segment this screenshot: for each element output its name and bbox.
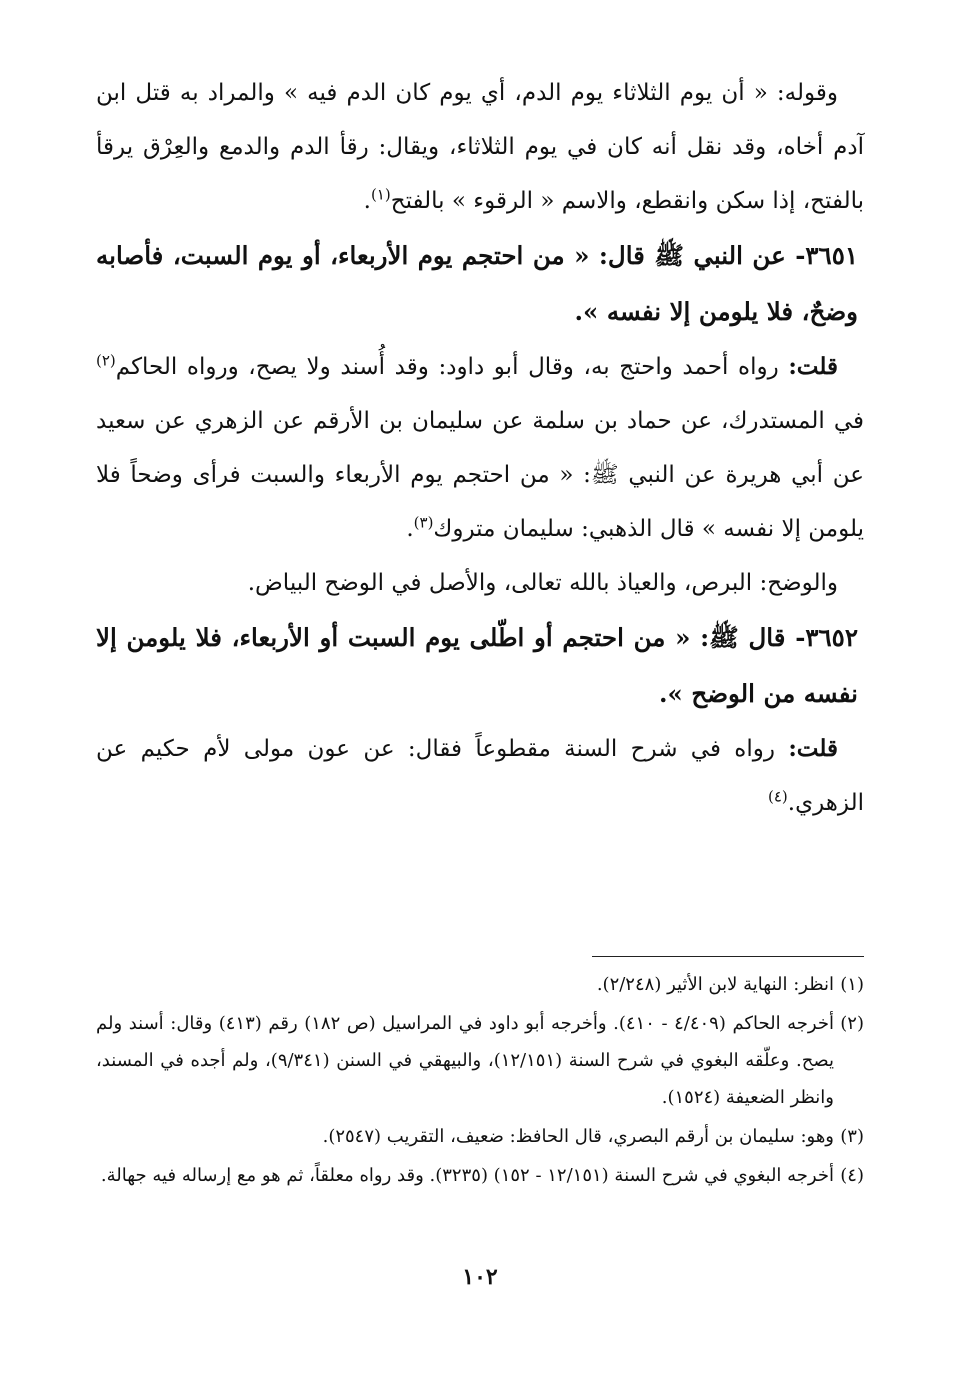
footnote-number: (١) [840,974,864,995]
qult-text-b: في المستدرك، عن حماد بن سلمة عن سليمان بن الأرقم عن الزهري عن سعيد عن أبي هريرة عن النبي ﷺ: « من احتجم يوم الأربعاء والسبت فرأى وضحاً فلا يلومن إلا نفسه » قال الذهبي: سليمان متروك [96,408,864,542]
footnote-3 [96,1118,864,1155]
hadith-text: عن النبي ﷺ قال: « من احتجم يوم الأربعاء، أو يوم السبت، فأصابه وضحٌ، فلا يلومن إلا نفسه ». [96,241,858,326]
footnote-text: انظر: النهاية لابن الأثير (٢/٢٤٨). [596,974,834,995]
hadith-3652 [96,610,864,722]
hadith-number: ٣٦٥١- [795,241,859,270]
page-number: ١٠٢ [462,1264,498,1290]
main-text [96,66,864,830]
footnote-2 [96,1005,864,1116]
qult-text: رواه في شرح السنة مقطوعاً فقال: عن عون مولى لأم حكيم عن الزهري. [96,736,864,816]
footnote-number: (٢) [840,1013,864,1034]
footnotes [96,966,864,1196]
footnote-text: وهو: سليمان بن أرقم البصري، قال الحافظ: ضعيف، التقريب (٢٥٤٧). [322,1126,834,1147]
footnote-ref-2: (٢) [96,351,116,370]
footnote-number: (٤) [840,1165,864,1186]
qult-paragraph-2 [96,722,864,830]
hadith-text: قال ﷺ: « من احتجم أو اطّلى يوم السبت أو الأربعاء، فلا يلومن إلا نفسه من الوضح ». [96,623,858,708]
footnote-ref-4: (٤) [767,787,788,806]
qult-label: قلت: [788,353,838,380]
footnote-text: أخرجه البغوي في شرح السنة (١٢/١٥١ - ١٥٢) (٣٢٣٥). وقد رواه معلقاً، ثم هو مع إرساله فيه جهالة. [100,1165,834,1186]
period: . [363,188,371,214]
footnote-divider [592,956,864,957]
commentary-text: وقوله: « أن يوم الثلاثاء يوم الدم، أي يوم كان الدم فيه » والمراد به قتل ابن آدم أخاه، وقد نقل أنه كان في يوم الثلاثاء، ويقال: رقأ الدم والدمع والعِرْق يرقأ بالفتح، إذا سكن وانقطع، والاسم « الرقوء » بالفتح [96,80,864,214]
footnote-ref-1: (١) [370,185,391,204]
commentary-paragraph [96,66,864,228]
footnote-1 [96,966,864,1003]
qult-text-a: رواه أحمد واحتج به، وقال أبو داود: وقد أُسند ولا يصح، ورواه الحاكم [115,354,779,380]
hadith-3651 [96,228,864,340]
qult-paragraph-1 [96,340,864,556]
footnote-4 [96,1157,864,1194]
footnote-ref-3: (٣) [413,513,434,532]
hadith-number: ٣٦٥٢- [795,623,858,652]
wadah-paragraph: والوضح: البرص، والعياذ بالله تعالى، والأصل في الوضح البياض. [247,570,838,596]
qult-label: قلت: [788,735,838,762]
footnote-number: (٣) [840,1126,864,1147]
footnote-text: أخرجه الحاكم (٤/٤٠٩ - ٤١٠). وأخرجه أبو داود في المراسيل (ص ١٨٢) رقم (٤١٣) وقال: أسند ولم يصح. وعلّقه البغوي في شرح السنة (١٢/١٥١)، والبيهقي في السنن (٩/٣٤١)، ولم أجده في المسند، وانظر الضعيفة (١٥٢٤). [96,1013,834,1108]
period: . [406,516,414,542]
